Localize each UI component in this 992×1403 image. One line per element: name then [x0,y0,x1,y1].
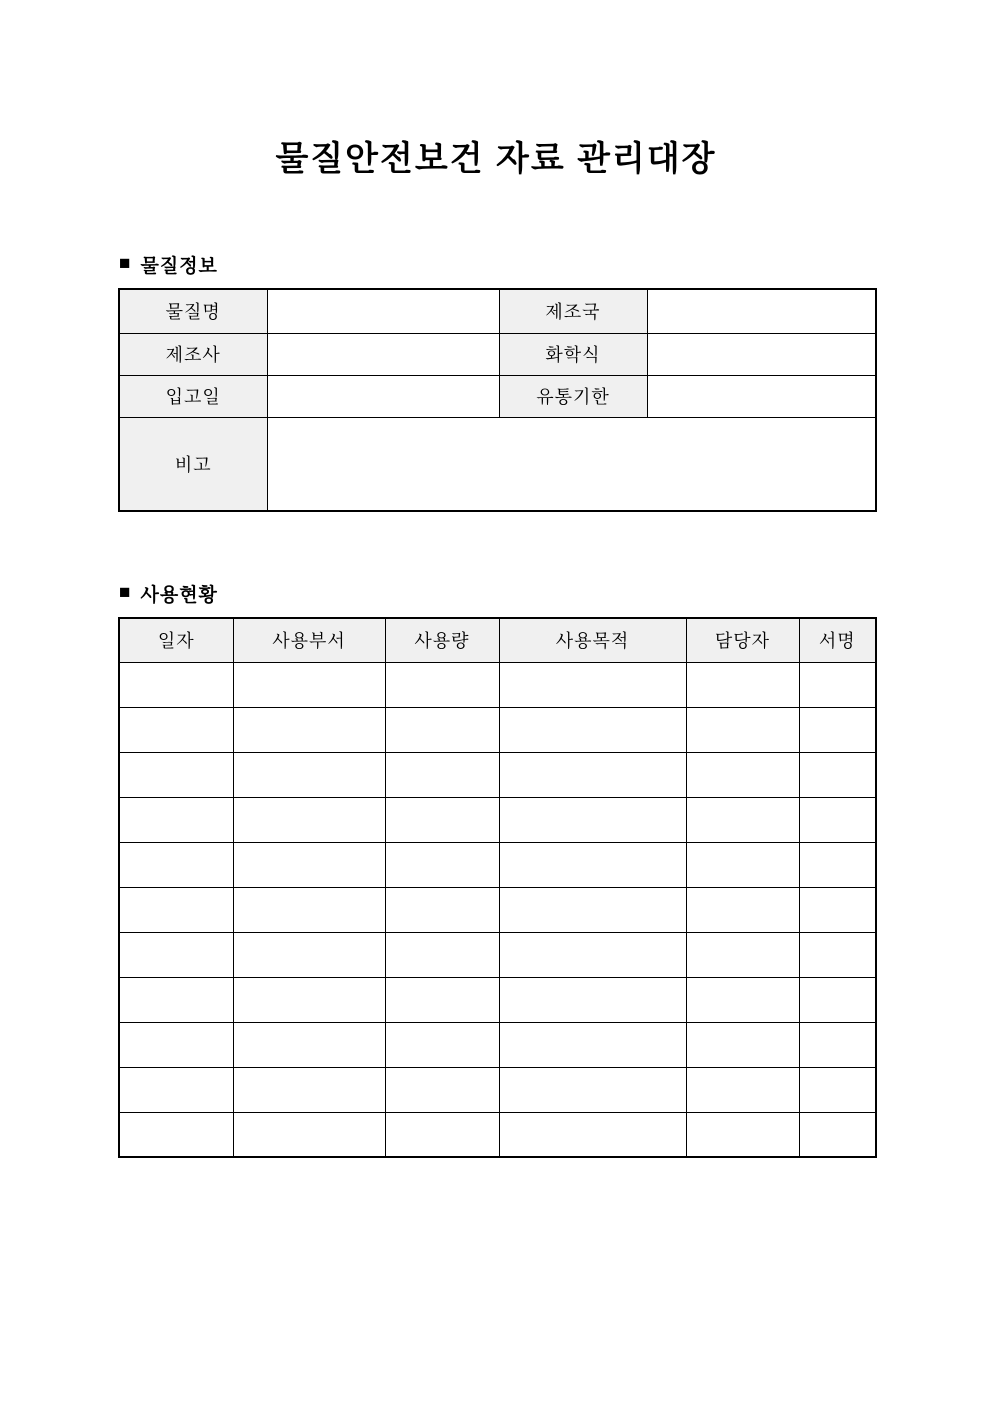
usage-log-row [119,1112,876,1157]
usage-log-table [118,617,877,1158]
usage-log-row [119,1067,876,1112]
section-header-usage-log [119,580,218,607]
usage-log-empty-cell[interactable] [385,662,499,707]
column-header-signature: 서명 [799,618,876,662]
black-square-bullet-icon: ■ [119,253,132,274]
section-header-material-info [119,251,218,278]
usage-log-empty-cell[interactable] [119,1067,233,1112]
usage-log-empty-cell[interactable] [233,752,385,797]
usage-log-empty-cell[interactable] [686,1067,799,1112]
usage-log-row [119,752,876,797]
usage-log-empty-cell[interactable] [799,797,876,842]
usage-log-empty-cell[interactable] [119,932,233,977]
usage-log-empty-cell[interactable] [799,977,876,1022]
usage-log-empty-cell[interactable] [499,797,686,842]
usage-log-header-row [119,618,876,662]
usage-log-empty-cell[interactable] [686,842,799,887]
field-label-substance-name: 물질명 [119,289,267,333]
column-header-using-department: 사용부서 [233,618,385,662]
usage-log-empty-cell[interactable] [799,1022,876,1067]
usage-log-empty-cell[interactable] [233,662,385,707]
field-input-chemical-formula[interactable] [647,333,876,375]
usage-log-empty-cell[interactable] [385,1112,499,1157]
usage-log-empty-cell[interactable] [233,842,385,887]
usage-log-empty-cell[interactable] [385,797,499,842]
usage-log-empty-cell[interactable] [499,977,686,1022]
usage-log-empty-cell[interactable] [499,932,686,977]
usage-log-empty-cell[interactable] [686,752,799,797]
field-label-manufacturing-country: 제조국 [499,289,647,333]
usage-log-empty-cell[interactable] [799,1112,876,1157]
field-label-remarks: 비고 [119,417,267,511]
usage-log-empty-cell[interactable] [119,752,233,797]
usage-log-empty-cell[interactable] [119,842,233,887]
material-info-table [118,288,877,512]
usage-log-empty-cell[interactable] [385,752,499,797]
column-header-usage-purpose: 사용목적 [499,618,686,662]
usage-log-empty-cell[interactable] [499,662,686,707]
usage-log-empty-cell[interactable] [499,707,686,752]
usage-log-empty-cell[interactable] [119,887,233,932]
usage-log-empty-cell[interactable] [233,887,385,932]
usage-log-empty-cell[interactable] [119,977,233,1022]
field-label-chemical-formula: 화학식 [499,333,647,375]
usage-log-empty-cell[interactable] [233,1022,385,1067]
field-input-substance-name[interactable] [267,289,499,333]
usage-log-empty-cell[interactable] [233,1112,385,1157]
usage-log-empty-cell[interactable] [119,797,233,842]
usage-log-empty-cell[interactable] [385,977,499,1022]
usage-log-row [119,887,876,932]
column-header-usage-amount: 사용량 [385,618,499,662]
usage-log-empty-cell[interactable] [385,1067,499,1112]
usage-log-empty-cell[interactable] [119,662,233,707]
usage-log-row [119,1022,876,1067]
usage-log-empty-cell[interactable] [233,797,385,842]
document-title: 물질안전보건 자료 관리대장 [275,140,717,178]
usage-log-empty-cell[interactable] [233,1067,385,1112]
usage-log-empty-cell[interactable] [686,797,799,842]
usage-log-empty-cell[interactable] [799,752,876,797]
usage-log-row [119,797,876,842]
usage-log-body [119,662,876,1157]
field-label-receipt-date: 입고일 [119,375,267,417]
usage-log-empty-cell[interactable] [799,662,876,707]
column-header-date: 일자 [119,618,233,662]
usage-log-empty-cell[interactable] [799,1067,876,1112]
field-input-expiration-date[interactable] [647,375,876,417]
usage-log-empty-cell[interactable] [233,977,385,1022]
usage-log-empty-cell[interactable] [799,887,876,932]
usage-log-empty-cell[interactable] [233,932,385,977]
usage-log-empty-cell[interactable] [499,1112,686,1157]
usage-log-empty-cell[interactable] [686,932,799,977]
material-info-remark-row [119,417,876,511]
usage-log-empty-cell[interactable] [686,662,799,707]
field-input-manufacturing-country[interactable] [647,289,876,333]
usage-log-empty-cell[interactable] [385,887,499,932]
usage-log-row [119,977,876,1022]
usage-log-empty-cell[interactable] [499,1022,686,1067]
material-info-row [119,289,876,333]
usage-log-empty-cell[interactable] [385,842,499,887]
usage-log-empty-cell[interactable] [499,1067,686,1112]
usage-log-empty-cell[interactable] [385,1022,499,1067]
field-label-manufacturer: 제조사 [119,333,267,375]
usage-log-empty-cell[interactable] [385,707,499,752]
usage-log-empty-cell[interactable] [686,887,799,932]
field-input-manufacturer[interactable] [267,333,499,375]
usage-log-row [119,707,876,752]
black-square-bullet-icon: ■ [119,582,132,603]
section-title: 물질정보 [140,256,218,277]
usage-log-empty-cell[interactable] [119,1022,233,1067]
usage-log-empty-cell[interactable] [119,707,233,752]
usage-log-empty-cell[interactable] [233,707,385,752]
usage-log-row [119,662,876,707]
usage-log-empty-cell[interactable] [499,887,686,932]
usage-log-empty-cell[interactable] [499,842,686,887]
usage-log-empty-cell[interactable] [799,707,876,752]
usage-log-empty-cell[interactable] [385,932,499,977]
usage-log-row [119,842,876,887]
usage-log-empty-cell[interactable] [686,707,799,752]
column-header-person-in-charge: 담당자 [686,618,799,662]
field-input-remarks[interactable] [267,417,876,511]
usage-log-empty-cell[interactable] [686,977,799,1022]
field-input-receipt-date[interactable] [267,375,499,417]
material-info-row [119,333,876,375]
field-label-expiration-date: 유통기한 [499,375,647,417]
usage-log-empty-cell[interactable] [799,842,876,887]
usage-log-empty-cell[interactable] [119,1112,233,1157]
usage-log-empty-cell[interactable] [499,752,686,797]
usage-log-empty-cell[interactable] [686,1022,799,1067]
section-title: 사용현황 [140,585,218,606]
usage-log-row [119,932,876,977]
usage-log-empty-cell[interactable] [686,1112,799,1157]
usage-log-empty-cell[interactable] [799,932,876,977]
material-info-row [119,375,876,417]
